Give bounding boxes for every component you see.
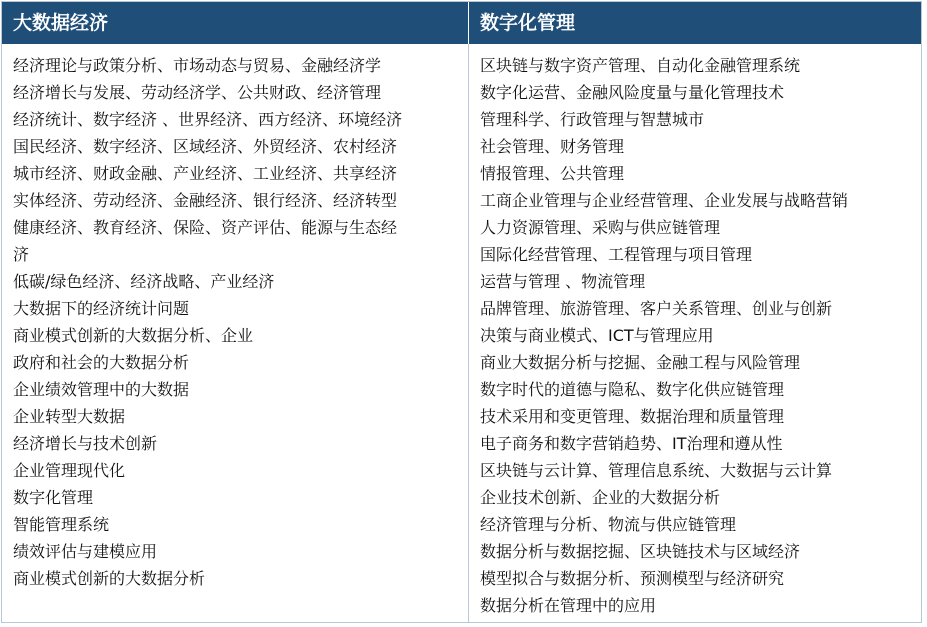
list-item: 决策与商业模式、ICT与管理应用	[480, 326, 714, 345]
list-item: 运营与管理 、物流管理	[480, 272, 646, 291]
list-item: 区块链与数字资产管理、自动化金融管理系统	[480, 56, 801, 75]
list-item: 经济管理与分析、物流与供应链管理	[480, 515, 737, 534]
list-item: 数字化管理	[13, 488, 94, 507]
list-item: 商业大数据分析与挖掘、金融工程与风险管理	[480, 353, 801, 372]
list-item: 企业转型大数据	[13, 407, 126, 426]
list-item: 经济增长与发展、劳动经济学、公共财政、经济管理	[13, 83, 382, 102]
list-item: 品牌管理、旅游管理、客户关系管理、创业与创新	[480, 299, 833, 318]
digital-management-list	[469, 44, 921, 622]
list-item: 经济理论与政策分析、市场动态与贸易、金融经济学	[13, 56, 382, 75]
table-header-row	[2, 2, 921, 44]
list-item: 济	[13, 245, 30, 264]
list-item: 实体经济、劳动经济、金融经济、银行经济、经济转型	[13, 191, 398, 210]
list-item: 企业管理现代化	[13, 461, 126, 480]
list-item: 电子商务和数字营销趋势、IT治理和遵从性	[480, 434, 783, 453]
list-item: 国际化经营管理、工程管理与项目管理	[480, 245, 753, 264]
list-item: 商业模式创新的大数据分析	[13, 569, 206, 588]
list-item: 政府和社会的大数据分析	[13, 353, 190, 372]
list-item: 社会管理、财务管理	[480, 137, 625, 156]
list-item: 情报管理、公共管理	[480, 164, 625, 183]
list-item: 人力资源管理、采购与供应链管理	[480, 218, 721, 237]
list-item: 经济增长与技术创新	[13, 434, 158, 453]
list-item: 智能管理系统	[13, 515, 110, 534]
header-big-data-economy: 大数据经济	[2, 2, 469, 44]
list-item: 工商企业管理与企业经营管理、企业发展与战略营销	[480, 191, 849, 210]
list-item: 绩效评估与建模应用	[13, 542, 158, 561]
topics-table	[1, 1, 922, 623]
list-item: 管理科学、行政管理与智慧城市	[480, 110, 705, 129]
list-item: 商业模式创新的大数据分析、企业	[13, 326, 254, 345]
list-item: 低碳/绿色经济、经济战略、产业经济	[13, 272, 275, 291]
list-item: 企业技术创新、企业的大数据分析	[480, 488, 721, 507]
list-item: 企业绩效管理中的大数据	[13, 380, 190, 399]
header-digital-management: 数字化管理	[480, 12, 576, 34]
list-item: 经济统计、数字经济 、世界经济、西方经济、环境经济	[13, 110, 403, 129]
table-body-row	[2, 44, 921, 622]
list-item: 数字时代的道德与隐私、数字化供应链管理	[480, 380, 785, 399]
big-data-economy-list	[2, 44, 469, 622]
list-item: 国民经济、数字经济、区域经济、外贸经济、农村经济	[13, 137, 398, 156]
list-item: 区块链与云计算、管理信息系统、大数据与云计算	[480, 461, 833, 480]
list-item: 技术采用和变更管理、数据治理和质量管理	[480, 407, 785, 426]
list-item: 数据分析在管理中的应用	[480, 596, 657, 615]
list-item: 数字化运营、金融风险度量与量化管理技术	[480, 83, 785, 102]
list-item: 数据分析与数据挖掘、区块链技术与区域经济	[480, 542, 801, 561]
list-item: 健康经济、教育经济、保险、资产评估、能源与生态经	[13, 218, 398, 237]
list-item: 城市经济、财政金融、产业经济、工业经济、共享经济	[13, 164, 398, 183]
list-item: 大数据下的经济统计问题	[13, 299, 190, 318]
list-item: 模型拟合与数据分析、预测模型与经济研究	[480, 569, 785, 588]
